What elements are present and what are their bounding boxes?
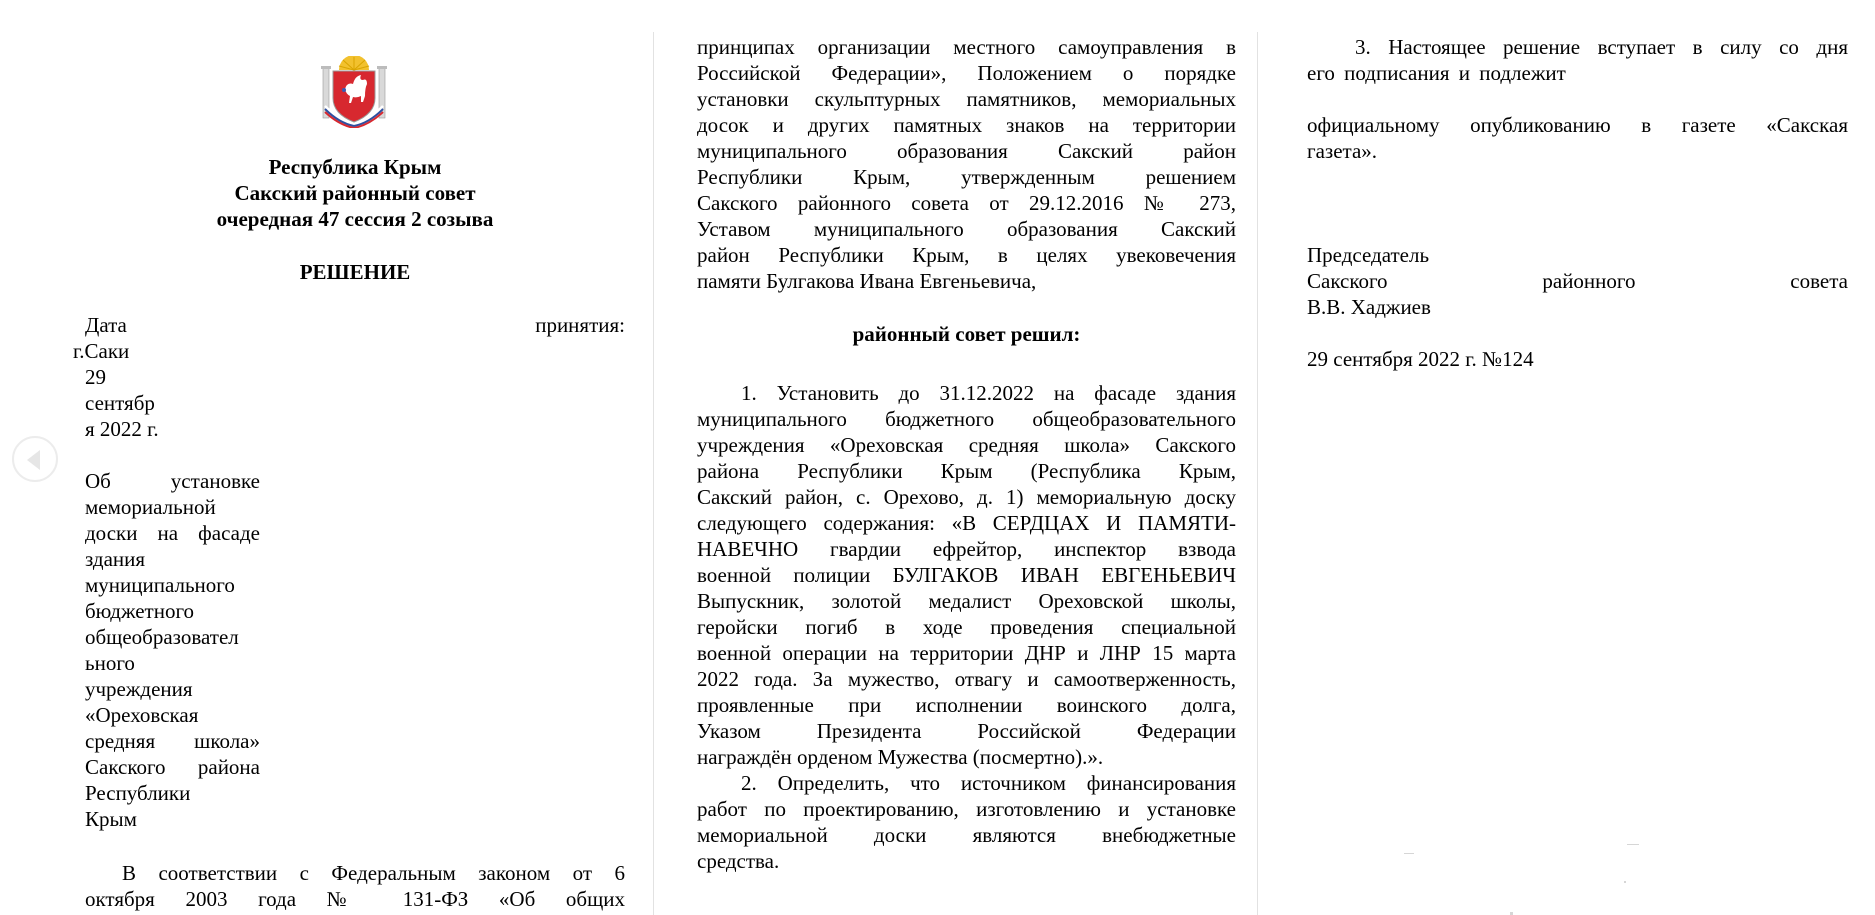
- header-council: Сакский районный совет: [234, 181, 476, 205]
- decision-item-1-line: проявленные при исполнении воинского долга,: [697, 693, 1236, 717]
- crimea-coat-of-arms-icon: [321, 56, 387, 128]
- publication-line: газета».: [1307, 139, 1378, 163]
- decision-item-1-line: 2022 года. За мужество, отвагу и самоотверженность,: [697, 667, 1236, 691]
- decision-item-1-line: НАВЕЧНО гвардии ефрейтор, инспектор взвода: [697, 537, 1236, 561]
- preamble-line: принципах организации местного самоуправления в: [697, 35, 1236, 59]
- decision-item-2-line: мемориальной доски являются внебюджетные: [697, 823, 1236, 847]
- signature-council: Сакского районного совета: [1307, 269, 1848, 293]
- signature-title: Председатель: [1307, 243, 1430, 267]
- subject-line: муниципального: [85, 573, 235, 597]
- subject-line: ьного: [85, 651, 135, 675]
- decision-item-3-line: 3. Настоящее решение вступает в силу со дня: [1355, 35, 1848, 59]
- subject-line: здания: [85, 547, 146, 571]
- adoption-date-line: сентябр: [85, 391, 155, 415]
- preamble-line: досок и других памятных знаков на территории: [697, 113, 1236, 137]
- subject-line: мемориальной: [85, 495, 216, 519]
- subject-line: бюджетного: [85, 599, 195, 623]
- preamble-line: Республики Крым, утвержденным решением: [697, 165, 1236, 189]
- page-divider: [653, 32, 654, 915]
- preamble-line: муниципального образования Сакский район: [697, 139, 1236, 163]
- subject-line: Республики: [85, 781, 191, 805]
- decision-item-1-line: Выпускник, золотой медалист Ореховской школы,: [697, 589, 1236, 613]
- preamble-line: октября 2003 года № 131-ФЗ «Об общих: [85, 887, 625, 911]
- date-label-suffix: принятия:: [535, 313, 625, 337]
- signature-name: В.В. Хаджиев: [1307, 295, 1431, 319]
- stamp-artifact: [1624, 881, 1626, 883]
- header-session: очередная 47 сессия 2 созыва: [216, 207, 494, 231]
- subject-line: общеобразовател: [85, 625, 239, 649]
- decision-item-1-line: Указом Президента Российской Федерации: [697, 719, 1236, 743]
- decision-item-1-line: военной полиции БУЛГАКОВ ИВАН ЕВГЕНЬЕВИЧ: [697, 563, 1236, 587]
- preamble-line: район Республики Крым, в целях увековечения: [697, 243, 1236, 267]
- decision-item-1-line: 1. Установить до 31.12.2022 на фасаде здания: [741, 381, 1236, 405]
- preamble-line: В соответствии с Федеральным законом от 6: [122, 861, 625, 885]
- decision-item-1-line: военной операции на территории ДНР и ЛНР 15 марта: [697, 641, 1236, 665]
- decision-item-1-line: муниципального бюджетного общеобразовательного: [697, 407, 1236, 431]
- header-republic: Республика Крым: [268, 155, 442, 179]
- adoption-date-line: 29: [85, 365, 106, 389]
- publication-line: официальному опубликованию в газете «Сакская: [1307, 113, 1848, 137]
- city: г.Саки: [73, 339, 130, 363]
- subject-line: Сакского района: [85, 755, 260, 779]
- stamp-artifact: [1404, 853, 1414, 854]
- decision-item-2-line: работ по проектированию, изготовлению и установке: [697, 797, 1236, 821]
- prev-page-button[interactable]: [12, 436, 58, 482]
- decision-item-1-line: учреждения «Ореховская средняя школа» Сакского: [697, 433, 1236, 457]
- decision-item-1-line: геройски погиб в ходе проведения специальной: [697, 615, 1236, 639]
- resolved-heading: районный совет решил:: [852, 322, 1081, 346]
- subject-line: доски на фасаде: [85, 521, 260, 545]
- decision-item-1-line: следующего содержания: «В СЕРДЦАХ И ПАМЯТИ-: [697, 511, 1236, 535]
- preamble-line: памяти Булгакова Ивана Евгеньевича,: [697, 269, 1037, 293]
- decision-item-1-line: района Республики Крым (Республика Крым,: [697, 459, 1236, 483]
- decision-item-2-line: 2. Определить, что источником финансирования: [741, 771, 1236, 795]
- subject-line: средняя школа»: [85, 729, 260, 753]
- date-label: Дата: [85, 313, 127, 337]
- preamble-line: Сакского районного совета от 29.12.2016 № 273,: [697, 191, 1236, 215]
- document-title: РЕШЕНИЕ: [299, 260, 411, 284]
- stamp-artifact: [1627, 844, 1639, 845]
- page-divider: [1257, 32, 1258, 915]
- subject-line: Об установке: [85, 469, 260, 493]
- decision-item-3-line: его подписания и подлежит: [1307, 61, 1566, 85]
- decision-date-number: 29 сентября 2022 г. №124: [1307, 347, 1534, 371]
- subject-line: «Ореховская: [85, 703, 199, 727]
- preamble-line: установки скульптурных памятников, мемориальных: [697, 87, 1236, 111]
- chevron-left-icon: [27, 450, 40, 470]
- decision-item-1-line: награждён орденом Мужества (посмертно).».: [697, 745, 1104, 769]
- adoption-date-line: я 2022 г.: [85, 417, 159, 441]
- preamble-line: Уставом муниципального образования Сакский: [697, 217, 1236, 241]
- preamble-line: Российской Федерации», Положением о порядке: [697, 61, 1236, 85]
- subject-line: Крым: [85, 807, 137, 831]
- decision-item-2-line: средства.: [697, 849, 780, 873]
- decision-item-1-line: Сакский район, с. Орехово, д. 1) мемориальную доску: [697, 485, 1236, 509]
- subject-line: учреждения: [85, 677, 193, 701]
